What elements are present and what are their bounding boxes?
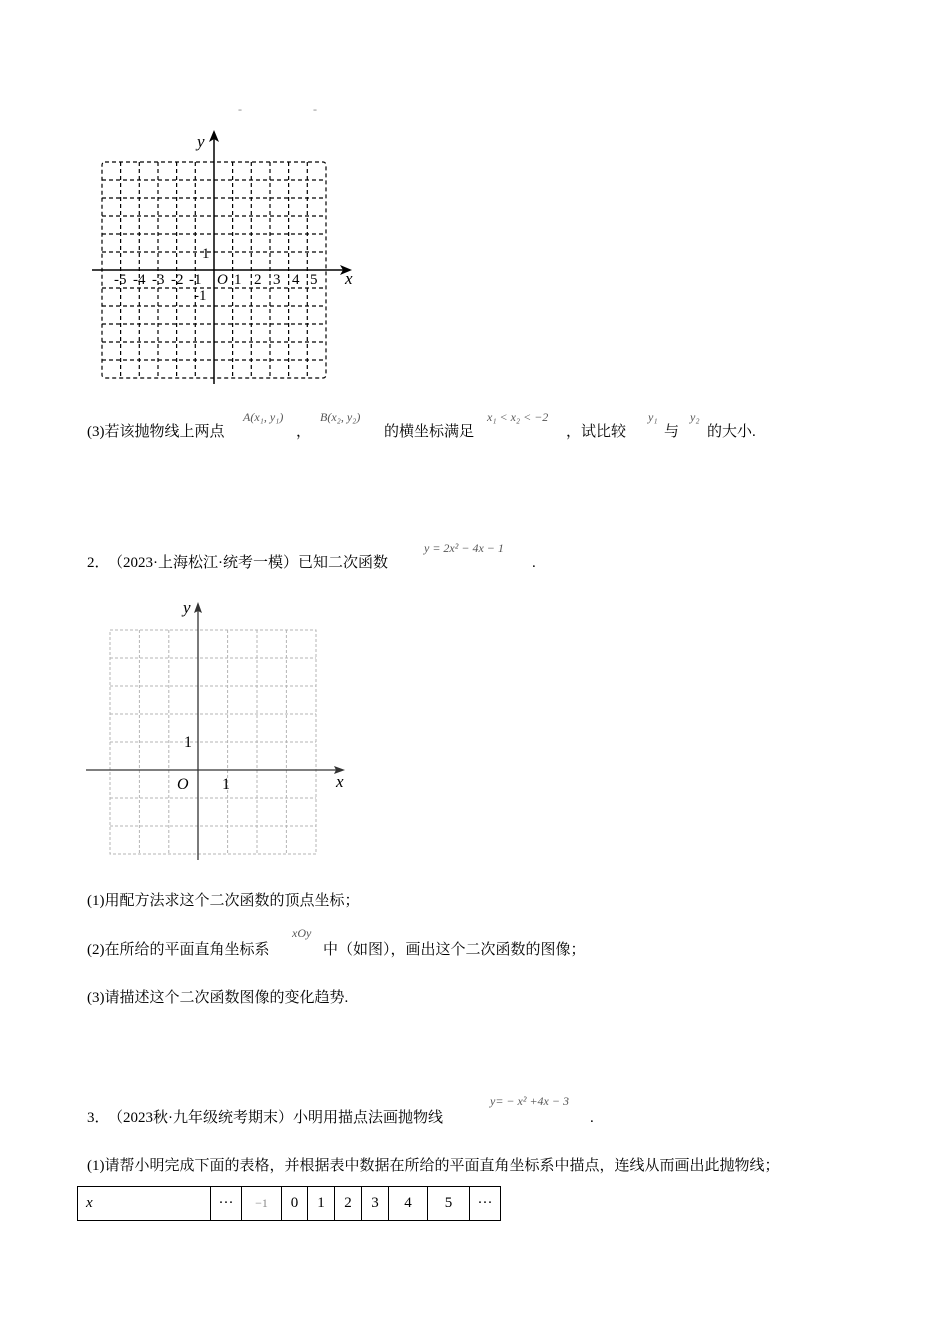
math-y1: y₁ [648,410,658,424]
x-tick-1: 1 [222,776,230,793]
q2-part1: (1)用配方法求这个二次函数的顶点坐标； [87,893,360,909]
table-cell: ··· [211,1187,242,1221]
origin-label: O [177,776,189,793]
q3-end: . [590,1110,594,1126]
y-tick-1: 1 [184,734,192,751]
origin-label: O [217,272,228,288]
x-tick: -4 [133,272,146,288]
axis-label-x: x [345,269,353,288]
math-q3-formula: y= − x² +4x − 3 [490,1094,569,1108]
x-tick: -5 [114,272,127,288]
axis-label-y: y [183,598,191,617]
q2-source: （2023·上海松江·统考一模）已知二次函数 [108,555,388,571]
q1-comma: ， [296,424,312,440]
table-cell: 2 [335,1187,362,1221]
math-condition: x₁ < x₂ < −2 [487,410,549,424]
coordinate-grid-1 [88,126,368,390]
x-tick: -3 [152,272,165,288]
y-tick-neg1: -1 [194,288,207,304]
q1-part3-prefix: (3)若该抛物线上两点 [87,424,225,440]
y-tick-1: 1 [202,246,210,262]
q3-part1: (1)请帮小明完成下面的表格，并根据表中数据在所给的平面直角坐标系中描点，连线从而画出此抛物线； [87,1158,780,1174]
q3-number: 3． [87,1110,110,1126]
coordinate-grid-2 [86,596,356,864]
q3-source: （2023秋·九年级统考期末）小明用描点法画抛物线 [108,1110,443,1126]
math-point-b: B(x₂, y₂) [320,410,361,424]
q2-part2-suffix: 中（如图），画出这个二次函数的图像； [323,942,586,958]
table-row [78,1187,501,1221]
value-table [77,1186,501,1221]
top-marks: - - [238,102,351,116]
table-cell: 3 [362,1187,389,1221]
q1-and: 与 [664,424,680,440]
q2-part2-prefix: (2)在所给的平面直角坐标系 [87,942,270,958]
x-tick: -1 [189,272,202,288]
table-cell: 5 [428,1187,470,1221]
math-q2-formula: y = 2x² − 4x − 1 [424,541,504,555]
table-cell: 0 [282,1187,308,1221]
x-tick: -2 [171,272,184,288]
q1-part3-mid2: ，试比较 [566,424,627,440]
math-point-a: A(x₁, y₁) [243,410,284,424]
math-y2: y₂ [690,410,700,424]
table-cell: ··· [470,1187,501,1221]
math-xoy: xOy [292,926,312,940]
table-cell: −1 [242,1187,282,1221]
x-tick: 4 [292,272,300,288]
q1-part3-suffix: 的大小. [707,424,756,440]
x-tick: 2 [254,272,262,288]
table-cell: 1 [308,1187,335,1221]
q2-part3: (3)请描述这个二次函数图像的变化趋势. [87,990,349,1006]
axis-label-x: x [336,772,344,791]
q2-end: . [532,555,536,571]
x-tick: 5 [310,272,318,288]
x-tick: 3 [273,272,281,288]
axis-label-y: y [197,132,205,151]
q2-number: 2． [87,555,110,571]
table-header-x: x [78,1187,211,1221]
x-tick: 1 [234,272,242,288]
q1-part3-mid: 的横坐标满足 [384,424,475,440]
table-cell: 4 [389,1187,428,1221]
